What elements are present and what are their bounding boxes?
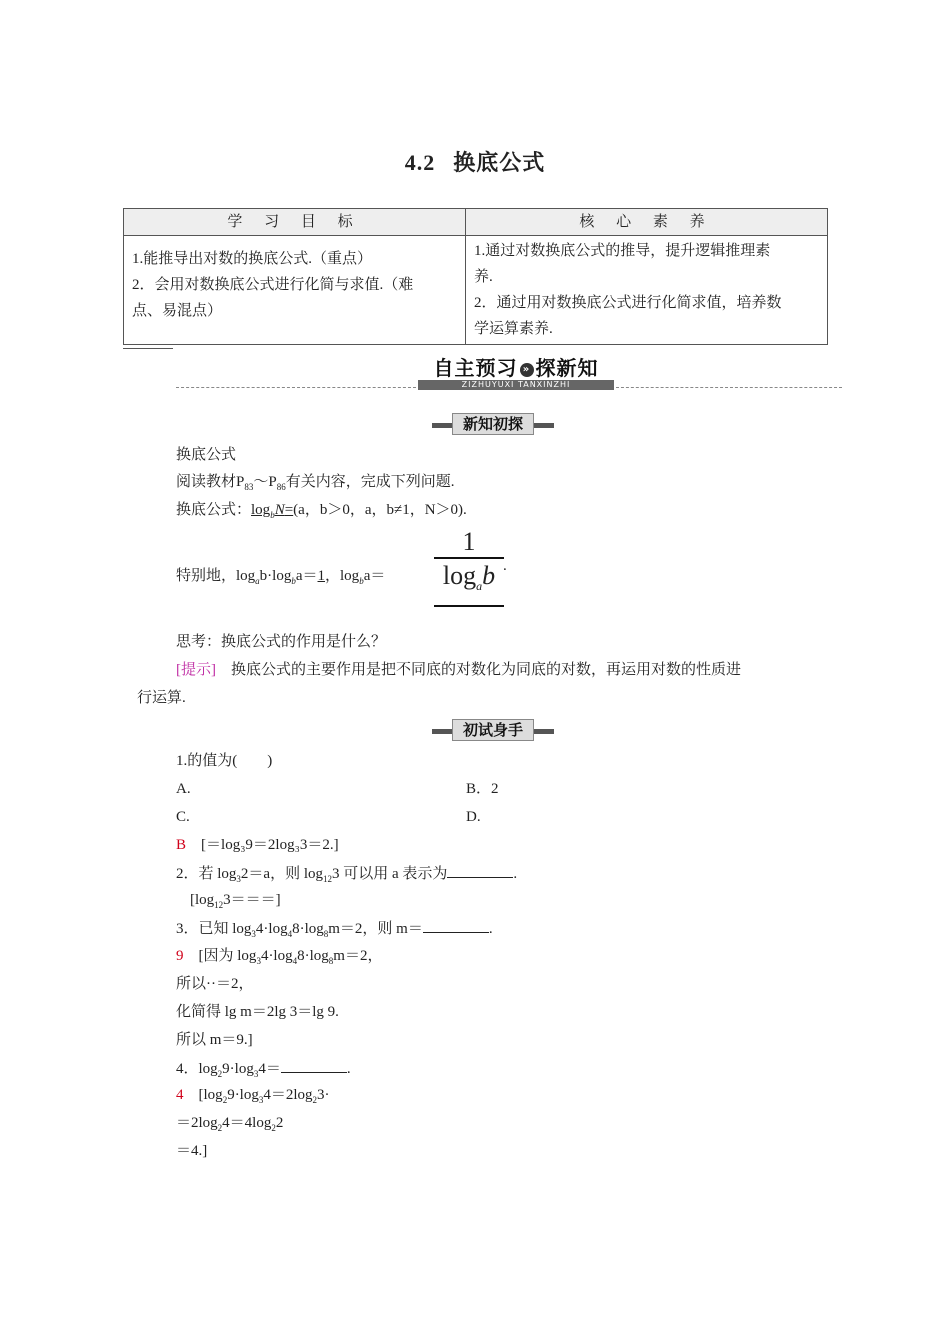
special-case-line: 特别地，$\log_ab\cdot\log_ba=1$，$\log_ba=$ [176,568,386,586]
answer-3: 9 [因为 $\log_34\cdot\log_48\cdot\log_8m=2$， [176,948,383,966]
question-3: 3．已知 $\log_34\cdot\log_48\cdot\log_8m=2$，则 m＝ . [176,918,493,944]
goals-cell [124,236,466,345]
chevron-right-icon: » [520,363,534,377]
tag-label: 初试身手 [452,719,534,741]
fraction-underline [434,605,504,607]
tag-new-knowledge [432,413,554,435]
goals-header: 学 习 目 标 [124,209,466,236]
literacy-line: 学运算素养. [474,321,553,337]
literacy-line: 2．通过用对数换底公式进行化简求值，培养数 [474,295,782,311]
answer-blank [447,863,513,878]
answer-3-line-2: 所以··＝2， [176,976,254,992]
fraction-reciprocal [434,527,504,607]
goals-table [123,208,828,345]
answer-4-line-2: $=2\log_24=4\log_22$ [176,1115,284,1133]
answer-2: $[\log_{12}3===]$ [190,892,281,910]
topic-heading: 换底公式 [176,447,237,463]
banner-left-text: 自主预习 [433,356,518,380]
reading-instruction: 阅读教材$P_{83}\sim P_{86}$有关内容，完成下列问题. [176,474,455,492]
option-b: B．2 [466,781,499,797]
literacy-line: 1.通过对数换底公式的推导，提升逻辑推理素 [474,243,771,259]
banner-pinyin: ZIZHUYUXI TANXINZHI [418,380,614,390]
option-c: C. [176,809,190,825]
answer-3-line-4: 所以 m＝9.] [176,1032,253,1048]
think-question: 思考：换底公式的作用是什么？ [176,634,387,650]
literacy-header: 核 心 素 养 [466,209,828,236]
answer-1: B [＝log₃9＝2log₃3＝2.] [176,837,339,853]
goal-line: 2．会用对数换底公式进行化简与求值.（难 [132,277,414,293]
fraction-numerator: 1 [462,527,476,556]
answer-4-line-3: ＝4.] [176,1143,208,1159]
option-d: D. [466,809,481,825]
answer-blank [281,1058,347,1073]
answer-3-line-3: 化简得 lg m＝2lg 3＝lg 9. [176,1004,339,1020]
question-4: 4．$\log_29\cdot\log_34=$ . [176,1058,351,1084]
banner-right-text: 探新知 [535,356,599,380]
goal-line: 1.能推导出对数的换底公式.（重点） [132,251,373,267]
fraction-period: . [503,558,507,574]
answer-key: 9 [176,948,184,964]
table-underline [123,348,173,349]
fraction-denominator: $\log_ab$ [442,561,496,594]
section-number: 4.2 [404,150,436,175]
banner-rule-left [176,387,416,388]
hint-label: [提示] [176,662,216,678]
answer-blank [423,918,489,933]
literacy-line: 养. [474,269,493,285]
question-1: 1.的值为( ) [176,753,273,769]
section-title: 换底公式 [453,150,546,175]
hint-continuation: 行运算. [137,690,186,706]
tag-label: 新知初探 [452,413,534,435]
answer-4: 4 [$\log_29\cdot\log_34=2\log_23\cdot$ [176,1087,330,1105]
hint-line: [提示] 换底公式的主要作用是把不同底的对数化为同底的对数，再运用对数的性质进 [176,662,742,678]
question-2: 2．若 $\log_32=a$，则 $\log_{12}3$ 可以用 a 表示为 . [176,863,517,889]
tag-practice [432,719,554,741]
banner-rule-right [616,387,842,388]
literacy-cell [466,236,828,345]
answer-key: B [176,837,187,853]
answer-key: 4 [176,1087,184,1103]
page-title [0,146,950,177]
section-banner [418,356,614,392]
change-of-base-formula: 换底公式：$\log_bN=(a$，b＞0，a，b≠1，N＞0). [176,502,467,520]
goal-line: 点、易混点） [132,303,223,319]
option-a: A. [176,781,191,797]
